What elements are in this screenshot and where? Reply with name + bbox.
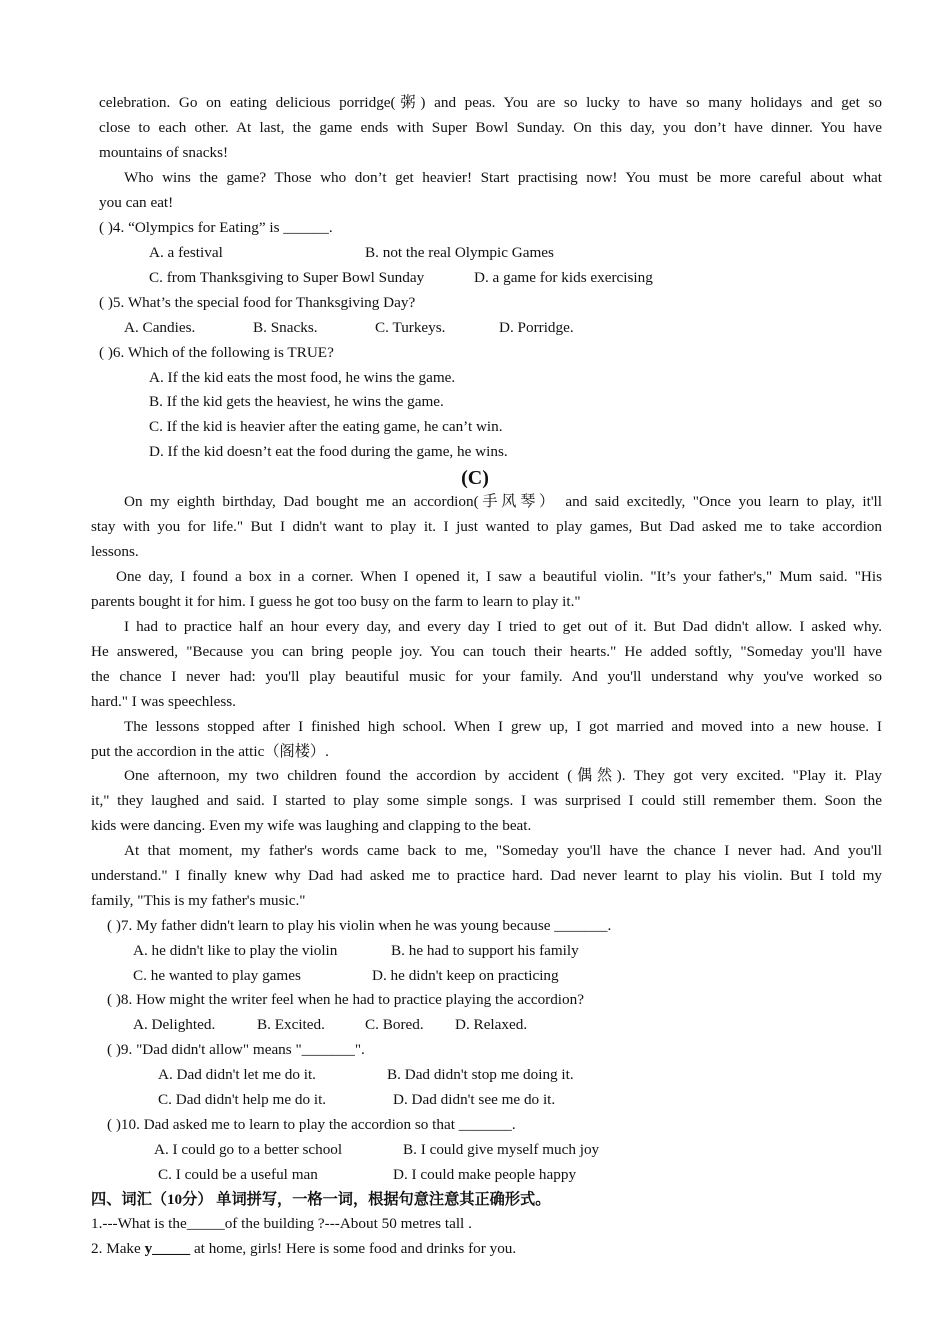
question-5-option-b: B. Snacks. xyxy=(253,319,318,336)
passage-c-line: He answered, "Because you can bring people joy. You can touch their hearts." He added softly, "Someday you'll have xyxy=(91,643,882,660)
question-6-option-b: B. If the kid gets the heaviest, he wins the game. xyxy=(149,393,444,410)
question-5-option-c: C. Turkeys. xyxy=(375,319,446,336)
question-9-option-b: B. Dad didn't stop me doing it. xyxy=(387,1066,574,1083)
passage-c-line: lessons. xyxy=(91,543,139,560)
passage-b-line: celebration. Go on eating delicious porridge(粥) and peas. You are so lucky to have so many holidays and get so xyxy=(99,94,882,111)
question-7-stem: ( )7. My father didn't learn to play his violin when he was young because _______. xyxy=(107,917,612,934)
section-4-heading: 四、词汇（10分） 单词拼写，一格一词，根据句意注意其正确形式。 xyxy=(91,1191,551,1208)
question-6-option-d: D. If the kid doesn’t eat the food during the game, he wins. xyxy=(149,443,508,460)
passage-c-line: One day, I found a box in a corner. When I opened it, I saw a beautiful violin. "It’s your father's," Mum said. "His xyxy=(116,568,882,585)
question-9-stem: ( )9. "Dad didn't allow" means "_______". xyxy=(107,1041,365,1058)
question-4-stem: ( )4. “Olympics for Eating” is ______. xyxy=(99,219,333,236)
question-4-option-b: B. not the real Olympic Games xyxy=(365,244,554,261)
passage-c-line: On my eighth birthday, Dad bought me an accordion(手风琴） and said excitedly, "Once you learn to play, it'll xyxy=(124,493,882,510)
question-6-stem: ( )6. Which of the following is TRUE? xyxy=(99,344,334,361)
question-6-option-a: A. If the kid eats the most food, he wins the game. xyxy=(149,369,456,386)
vocab-item-text: 1.---What is the xyxy=(91,1215,187,1232)
question-8-stem: ( )8. How might the writer feel when he had to practice playing the accordion? xyxy=(107,991,584,1008)
vocab-blank: y_____ xyxy=(144,1240,191,1257)
vocab-item-text: 2. Make xyxy=(91,1240,145,1257)
passage-c-line: it," they laughed and said. I started to play some simple songs. I was surprised I could still remember them. Soon the xyxy=(91,792,882,809)
passage-c-line: stay with you for life." But I didn't want to play it. I just wanted to play games, But Dad asked me to take accordion xyxy=(91,518,882,535)
question-4-option-c: C. from Thanksgiving to Super Bowl Sunday xyxy=(149,269,425,286)
question-9-option-c: C. Dad didn't help me do it. xyxy=(158,1091,327,1108)
passage-c-line: I had to practice half an hour every day, and every day I tried to get out of it. But Dad didn't allow. I asked why. xyxy=(124,618,882,635)
passage-c-line: The lessons stopped after I finished high school. When I grew up, I got married and moved into a new house. I xyxy=(124,718,882,735)
question-10-option-b: B. I could give myself much joy xyxy=(403,1141,600,1158)
passage-b-line: you can eat! xyxy=(99,194,174,211)
vocab-blank: _____ xyxy=(186,1215,225,1232)
passage-c-line: At that moment, my father's words came back to me, "Someday you'll have the chance I never had. And you'll xyxy=(124,842,882,859)
question-10-option-a: A. I could go to a better school xyxy=(154,1141,343,1158)
passage-c-line: family, "This is my father's music." xyxy=(91,892,306,909)
question-8-option-c: C. Bored. xyxy=(365,1016,424,1033)
question-4-option-a: A. a festival xyxy=(149,244,223,261)
vocab-item-text: of the building ?---About 50 metres tall . xyxy=(224,1215,472,1232)
passage-c-line: One afternoon, my two children found the accordion by accident (偶然). They got very excited. "Play it. Play xyxy=(124,767,882,784)
passage-b-line: close to each other. At last, the game ends with Super Bowl Sunday. On this day, you don’t have dinner. You have xyxy=(99,119,882,136)
question-9-option-d: D. Dad didn't see me do it. xyxy=(393,1091,556,1108)
question-10-stem: ( )10. Dad asked me to learn to play the accordion so that _______. xyxy=(107,1116,516,1133)
passage-c-line: understand." I finally knew why Dad had asked me to practice hard. Dad never learnt to play his violin. But I told my xyxy=(91,867,882,884)
question-8-option-a: A. Delighted. xyxy=(133,1016,216,1033)
question-5-option-d: D. Porridge. xyxy=(499,319,574,336)
question-8-option-b: B. Excited. xyxy=(257,1016,325,1033)
question-4-option-d: D. a game for kids exercising xyxy=(474,269,653,286)
question-7-option-a: A. he didn't like to play the violin xyxy=(133,942,338,959)
passage-c-title: (C) xyxy=(461,467,489,489)
passage-c-line: hard." I was speechless. xyxy=(91,693,236,710)
passage-c-line: put the accordion in the attic（阁楼）. xyxy=(91,743,329,760)
question-8-option-d: D. Relaxed. xyxy=(455,1016,528,1033)
passage-b-line: mountains of snacks! xyxy=(99,144,229,161)
question-7-option-d: D. he didn't keep on practicing xyxy=(372,967,559,984)
question-9-option-a: A. Dad didn't let me do it. xyxy=(158,1066,316,1083)
question-7-option-b: B. he had to support his family xyxy=(391,942,579,959)
question-7-option-c: C. he wanted to play games xyxy=(133,967,301,984)
passage-c-line: kids were dancing. Even my wife was laughing and clapping to the beat. xyxy=(91,817,532,834)
passage-c-line: parents bought it for him. I guess he got too busy on the farm to learn to play it." xyxy=(91,593,581,610)
vocab-item-text: at home, girls! Here is some food and drinks for you. xyxy=(190,1240,517,1257)
question-6-option-c: C. If the kid is heavier after the eating game, he can’t win. xyxy=(149,418,503,435)
question-10-option-c: C. I could be a useful man xyxy=(158,1166,318,1183)
passage-b-line: Who wins the game? Those who don’t get heavier! Start practising now! You must be more careful about what xyxy=(124,169,882,186)
question-5-option-a: A. Candies. xyxy=(124,319,196,336)
question-10-option-d: D. I could make people happy xyxy=(393,1166,577,1183)
vocab-item-1 xyxy=(91,1214,472,1234)
question-5-stem: ( )5. What’s the special food for Thanksgiving Day? xyxy=(99,294,416,311)
passage-c-line: the chance I never had: you'll play beautiful music for your family. And you'll understand why you've worked so xyxy=(91,668,882,685)
vocab-item-2 xyxy=(91,1239,516,1259)
